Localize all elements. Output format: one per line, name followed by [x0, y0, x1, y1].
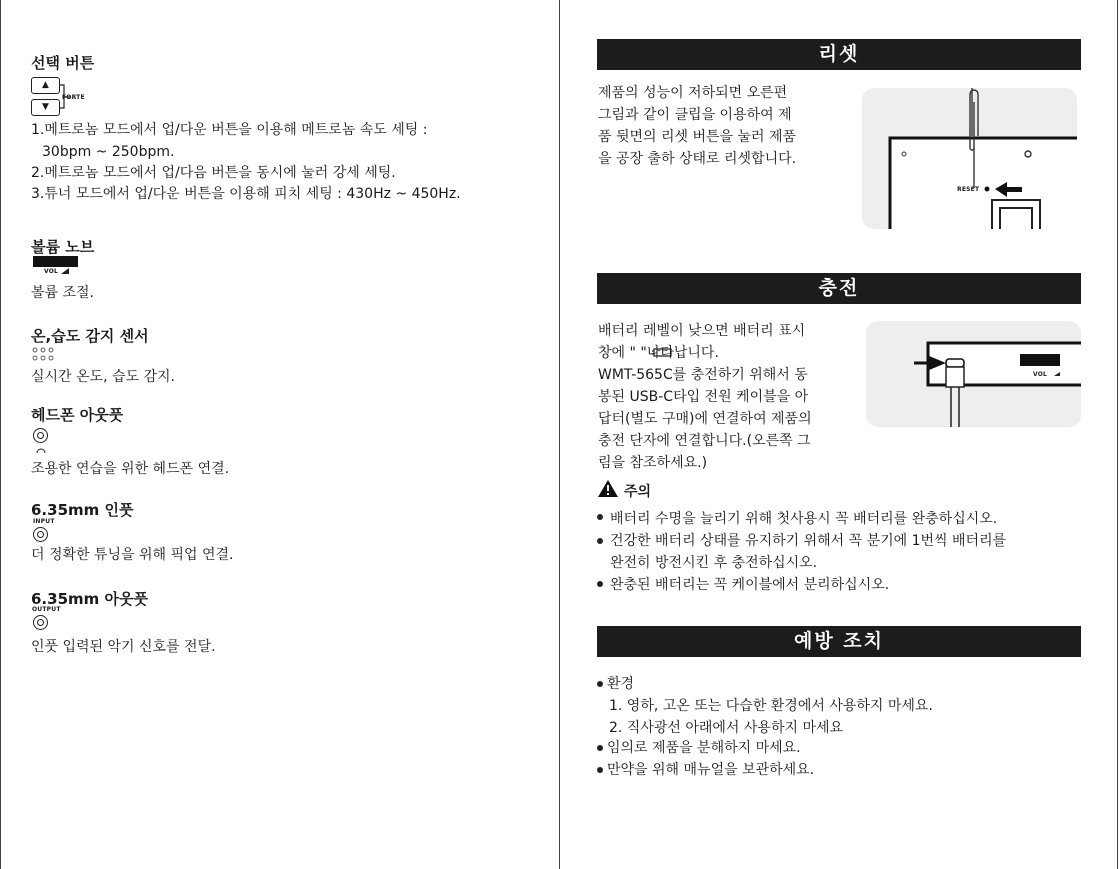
- charge-line-5: 답터(별도 구매)에 연결하여 제품의: [598, 411, 812, 427]
- sensor-heading: 온,습도 감지 센서: [31, 327, 149, 345]
- charge-device-drawing: [866, 321, 1081, 427]
- volume-ramp-icon: [61, 268, 69, 274]
- reset-illustration: [862, 88, 1077, 229]
- select-button-heading: 선택 버튼: [31, 54, 95, 72]
- charge-line-6: 충전 단자에 연결합니다.(오른쪽 그: [598, 433, 811, 449]
- charge-line-3: WMT-565C를 충전하기 위해서 동: [598, 367, 808, 383]
- select-line-2: 30bpm ~ 250bpm.: [42, 144, 175, 160]
- sensor-desc: 실시간 온도, 습도 감지.: [31, 369, 175, 385]
- headphone-arc-icon: [36, 447, 46, 453]
- precaution-bullet-1: [597, 681, 603, 687]
- reset-line-1: 제품의 성능이 저하되면 오른편: [598, 85, 788, 101]
- charge-line-1: 배터리 레벨이 낮으면 배터리 표시: [598, 323, 806, 339]
- output-label: OUTPUT: [32, 606, 61, 613]
- select-line-1: 1.메트로놈 모드에서 업/다운 버튼을 이용해 메트로놈 속도 세팅 :: [31, 122, 428, 138]
- caution-item-2: 건강한 배터리 상태를 유지하기 위해서 꼭 분기에 1번씩 배터리를: [610, 533, 1007, 549]
- select-line-3: 2.메트로놈 모드에서 업/다음 버튼을 동시에 눌러 강세 세팅.: [31, 165, 396, 181]
- headphone-jack-icon: [33, 428, 48, 443]
- select-line-4: 3.튜너 모드에서 업/다운 버튼을 이용해 피치 세팅 : 430Hz ~ 450Hz.: [31, 186, 461, 202]
- precaution-line-2: 1. 영하, 고온 또는 다습한 환경에서 사용하지 마세요.: [609, 698, 933, 714]
- input-label: INPUT: [33, 518, 55, 525]
- reset-label: RESET: [957, 186, 980, 193]
- down-button-icon: ▼: [31, 99, 60, 116]
- input-heading: 6.35mm 인풋: [31, 501, 134, 519]
- forte-label: FORTE: [62, 94, 85, 101]
- precautions-title-bar: 예방 조치: [597, 626, 1081, 657]
- reset-title-bar: 리셋: [597, 39, 1081, 70]
- charge-line-4: 봉된 USB-C타입 전원 케이블을 아: [598, 389, 809, 405]
- precaution-line-5: 만약을 위해 매뉴얼을 보관하세요.: [607, 762, 815, 778]
- reset-device-drawing: [862, 88, 1077, 229]
- charge-title-bar: 충전: [597, 273, 1081, 304]
- precaution-bullet-2: [597, 745, 603, 751]
- volume-knob-icon: [33, 256, 78, 267]
- caution-item-2-cont: 완전히 방전시킨 후 충전하십시오.: [610, 555, 818, 571]
- caution-heading: 주의: [624, 484, 652, 500]
- page-border-left: [0, 0, 1, 869]
- headphone-heading: 헤드폰 아웃풋: [31, 406, 124, 424]
- caution-item-3: 완충된 배터리는 꼭 케이블에서 분리하십시오.: [610, 577, 890, 593]
- sensor-holes-icon: [32, 347, 58, 361]
- low-battery-icon: [652, 348, 674, 357]
- reset-line-3: 품 뒷면의 리셋 버튼을 눌러 제품: [598, 129, 797, 145]
- page-divider: [559, 0, 560, 869]
- charge-line-7: 림을 참조하세요.): [598, 455, 708, 471]
- headphone-desc: 조용한 연습을 위한 헤드폰 연결.: [31, 461, 230, 477]
- volume-knob-heading: 볼륨 노브: [31, 238, 95, 256]
- precaution-line-4: 임의로 제품을 분해하지 마세요.: [607, 740, 801, 756]
- input-desc: 더 정확한 튜닝을 위해 픽업 연결.: [31, 547, 234, 563]
- caution-bullet-3: [597, 581, 603, 587]
- reset-line-2: 그림과 같이 클립을 이용하여 제: [598, 107, 792, 123]
- precaution-line-1: 환경: [607, 676, 635, 692]
- output-jack-icon: [33, 615, 48, 630]
- charge-line-2: 창에 " "나타납니다.: [598, 345, 719, 361]
- input-jack-icon: [33, 527, 48, 542]
- precaution-bullet-3: [597, 767, 603, 773]
- caution-bullet-1: [597, 514, 603, 520]
- warning-icon: [598, 480, 618, 497]
- precaution-line-3: 2. 직사광선 아래에서 사용하지 마세요: [609, 720, 844, 736]
- charge-illustration: [866, 321, 1081, 427]
- charge-vol-label: VOL: [1033, 371, 1048, 378]
- volume-knob-desc: 볼륨 조절.: [31, 285, 94, 301]
- caution-item-1: 배터리 수명을 늘리기 위해 첫사용시 꼭 배터리를 완충하십시오.: [610, 511, 998, 527]
- vol-label: VOL: [44, 268, 59, 275]
- page-border-right: [1117, 0, 1118, 869]
- up-button-icon: ▲: [31, 77, 60, 94]
- output-desc: 인풋 입력된 악기 신호를 전달.: [31, 639, 216, 655]
- reset-line-4: 을 공장 출하 상태로 리셋합니다.: [598, 151, 797, 167]
- caution-bullet-2: [597, 538, 603, 544]
- output-heading: 6.35mm 아웃풋: [31, 590, 148, 608]
